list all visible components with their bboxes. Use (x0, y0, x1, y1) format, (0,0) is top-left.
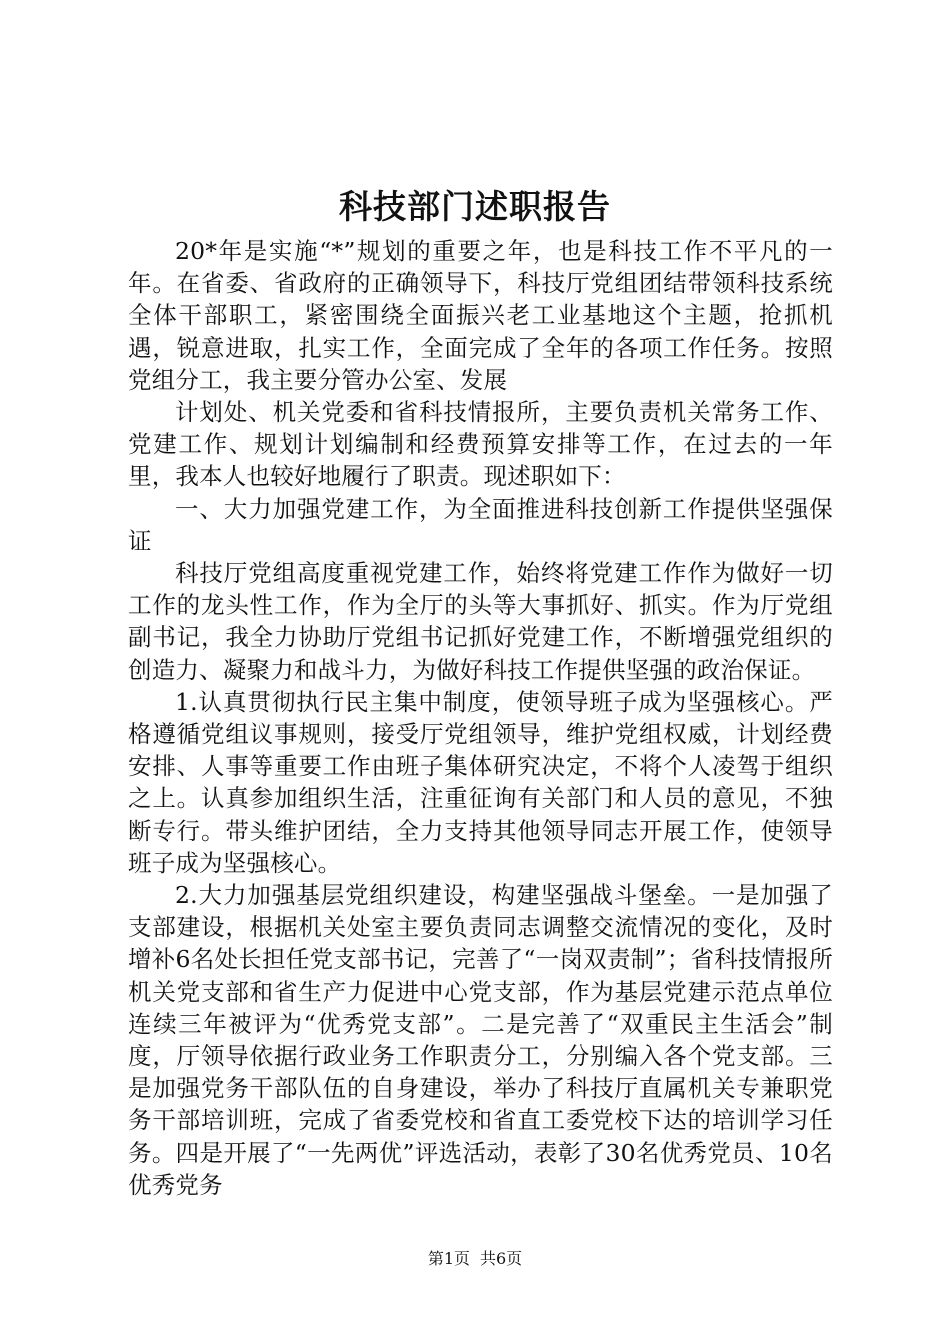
section-heading-1: 一、大力加强党建工作，为全面推进科技创新工作提供坚强保证 (128, 494, 833, 555)
paragraph-item-2: 2.大力加强基层党组织建设，构建坚强战斗堡垒。一是加强了支部建设，根据机关处室主要负责同志调整交流情况的变化，及时增补6名处长担任党支部书记，完善了“一岗双责制”；省科技情报所机关党支部和省生产力促进中心党支部，作为基层党建示范点单位连续三年被评为“优秀党支部”。二是完善了“双重民主生活会”制度，厅领导依据行政业务工作职责分工，分别编入各个党支部。三是加强党务干部队伍的自身建设，举办了科技厅直属机关专兼职党务干部培训班，完成了省委党校和省直工委党校下达的培训学习任务。四是开展了“一先两优”评选活动，表彰了30名优秀党员、10名优秀党务 (128, 881, 833, 1199)
paragraph-intro: 20*年是实施“*”规划的重要之年，也是科技工作不平凡的一年。在省委、省政府的正确领导下，科技厅党组团结带领科技系统全体干部职工，紧密围绕全面振兴老工业基地这个主题，抢抓机遇，锐意进取，扎实工作，全面完成了全年的各项工作任务。按照党组分工，我主要分管办公室、发展 (128, 237, 833, 394)
paragraph-party-building: 科技厅党组高度重视党建工作，始终将党建工作作为做好一切工作的龙头性工作，作为全厅的头等大事抓好、抓实。作为厅党组副书记，我全力协助厅党组书记抓好党建工作，不断增强党组织的创造力、凝聚力和战斗力，为做好科技工作提供坚强的政治保证。 (128, 559, 833, 684)
page-footer (0, 1247, 950, 1271)
document-title: 科技部门述职报告 (339, 187, 611, 226)
page-total: 共6页 (480, 1249, 523, 1268)
document-body (128, 235, 833, 1201)
page-number: 第1页 (427, 1249, 470, 1268)
paragraph-duties: 计划处、机关党委和省科技情报所，主要负责机关常务工作、党建工作、规划计划编制和经费预算安排等工作，在过去的一年里，我本人也较好地履行了职责。现述职如下： (128, 398, 833, 491)
paragraph-item-1: 1.认真贯彻执行民主集中制度，使领导班子成为坚强核心。严格遵循党组议事规则，接受厅党组领导，维护党组权威，计划经费安排、人事等重要工作由班子集体研究决定，不将个人凌驾于组织之上。认真参加组织生活，注重征询有关部门和人员的意见，不独断专行。带头维护团结，全力支持其他领导同志开展工作，使领导班子成为坚强核心。 (128, 687, 833, 877)
